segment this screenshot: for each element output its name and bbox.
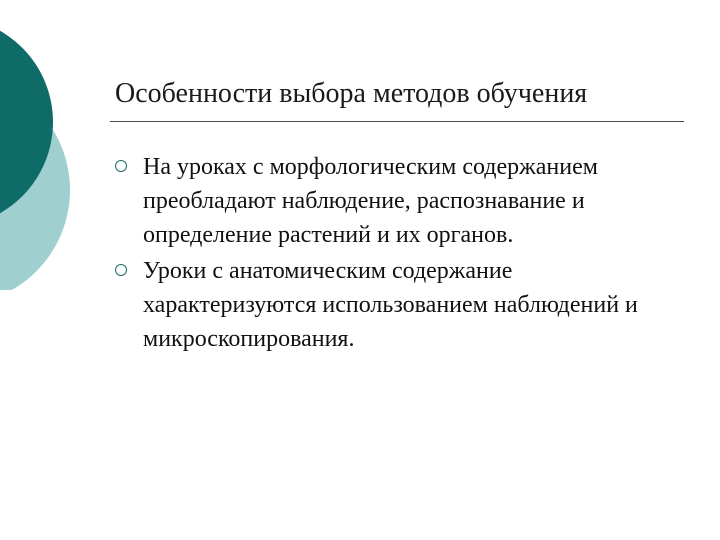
hollow-circle-bullet-icon xyxy=(115,160,127,172)
slide-title: Особенности выбора методов обучения xyxy=(115,78,588,109)
bullet-item xyxy=(115,150,675,252)
bullet-list xyxy=(115,150,675,358)
bullet-item xyxy=(115,254,675,356)
bullet-text: На уроках с морфологическим содержанием преобладают наблюдение, распознавание и определение растений и их органов. xyxy=(143,154,598,248)
hollow-circle-bullet-icon xyxy=(115,264,127,276)
bullet-text: Уроки с анатомическим содержание характеризуются использованием наблюдений и микроскопирования. xyxy=(143,258,638,352)
title-divider xyxy=(110,121,684,122)
decorative-circles xyxy=(0,0,80,290)
